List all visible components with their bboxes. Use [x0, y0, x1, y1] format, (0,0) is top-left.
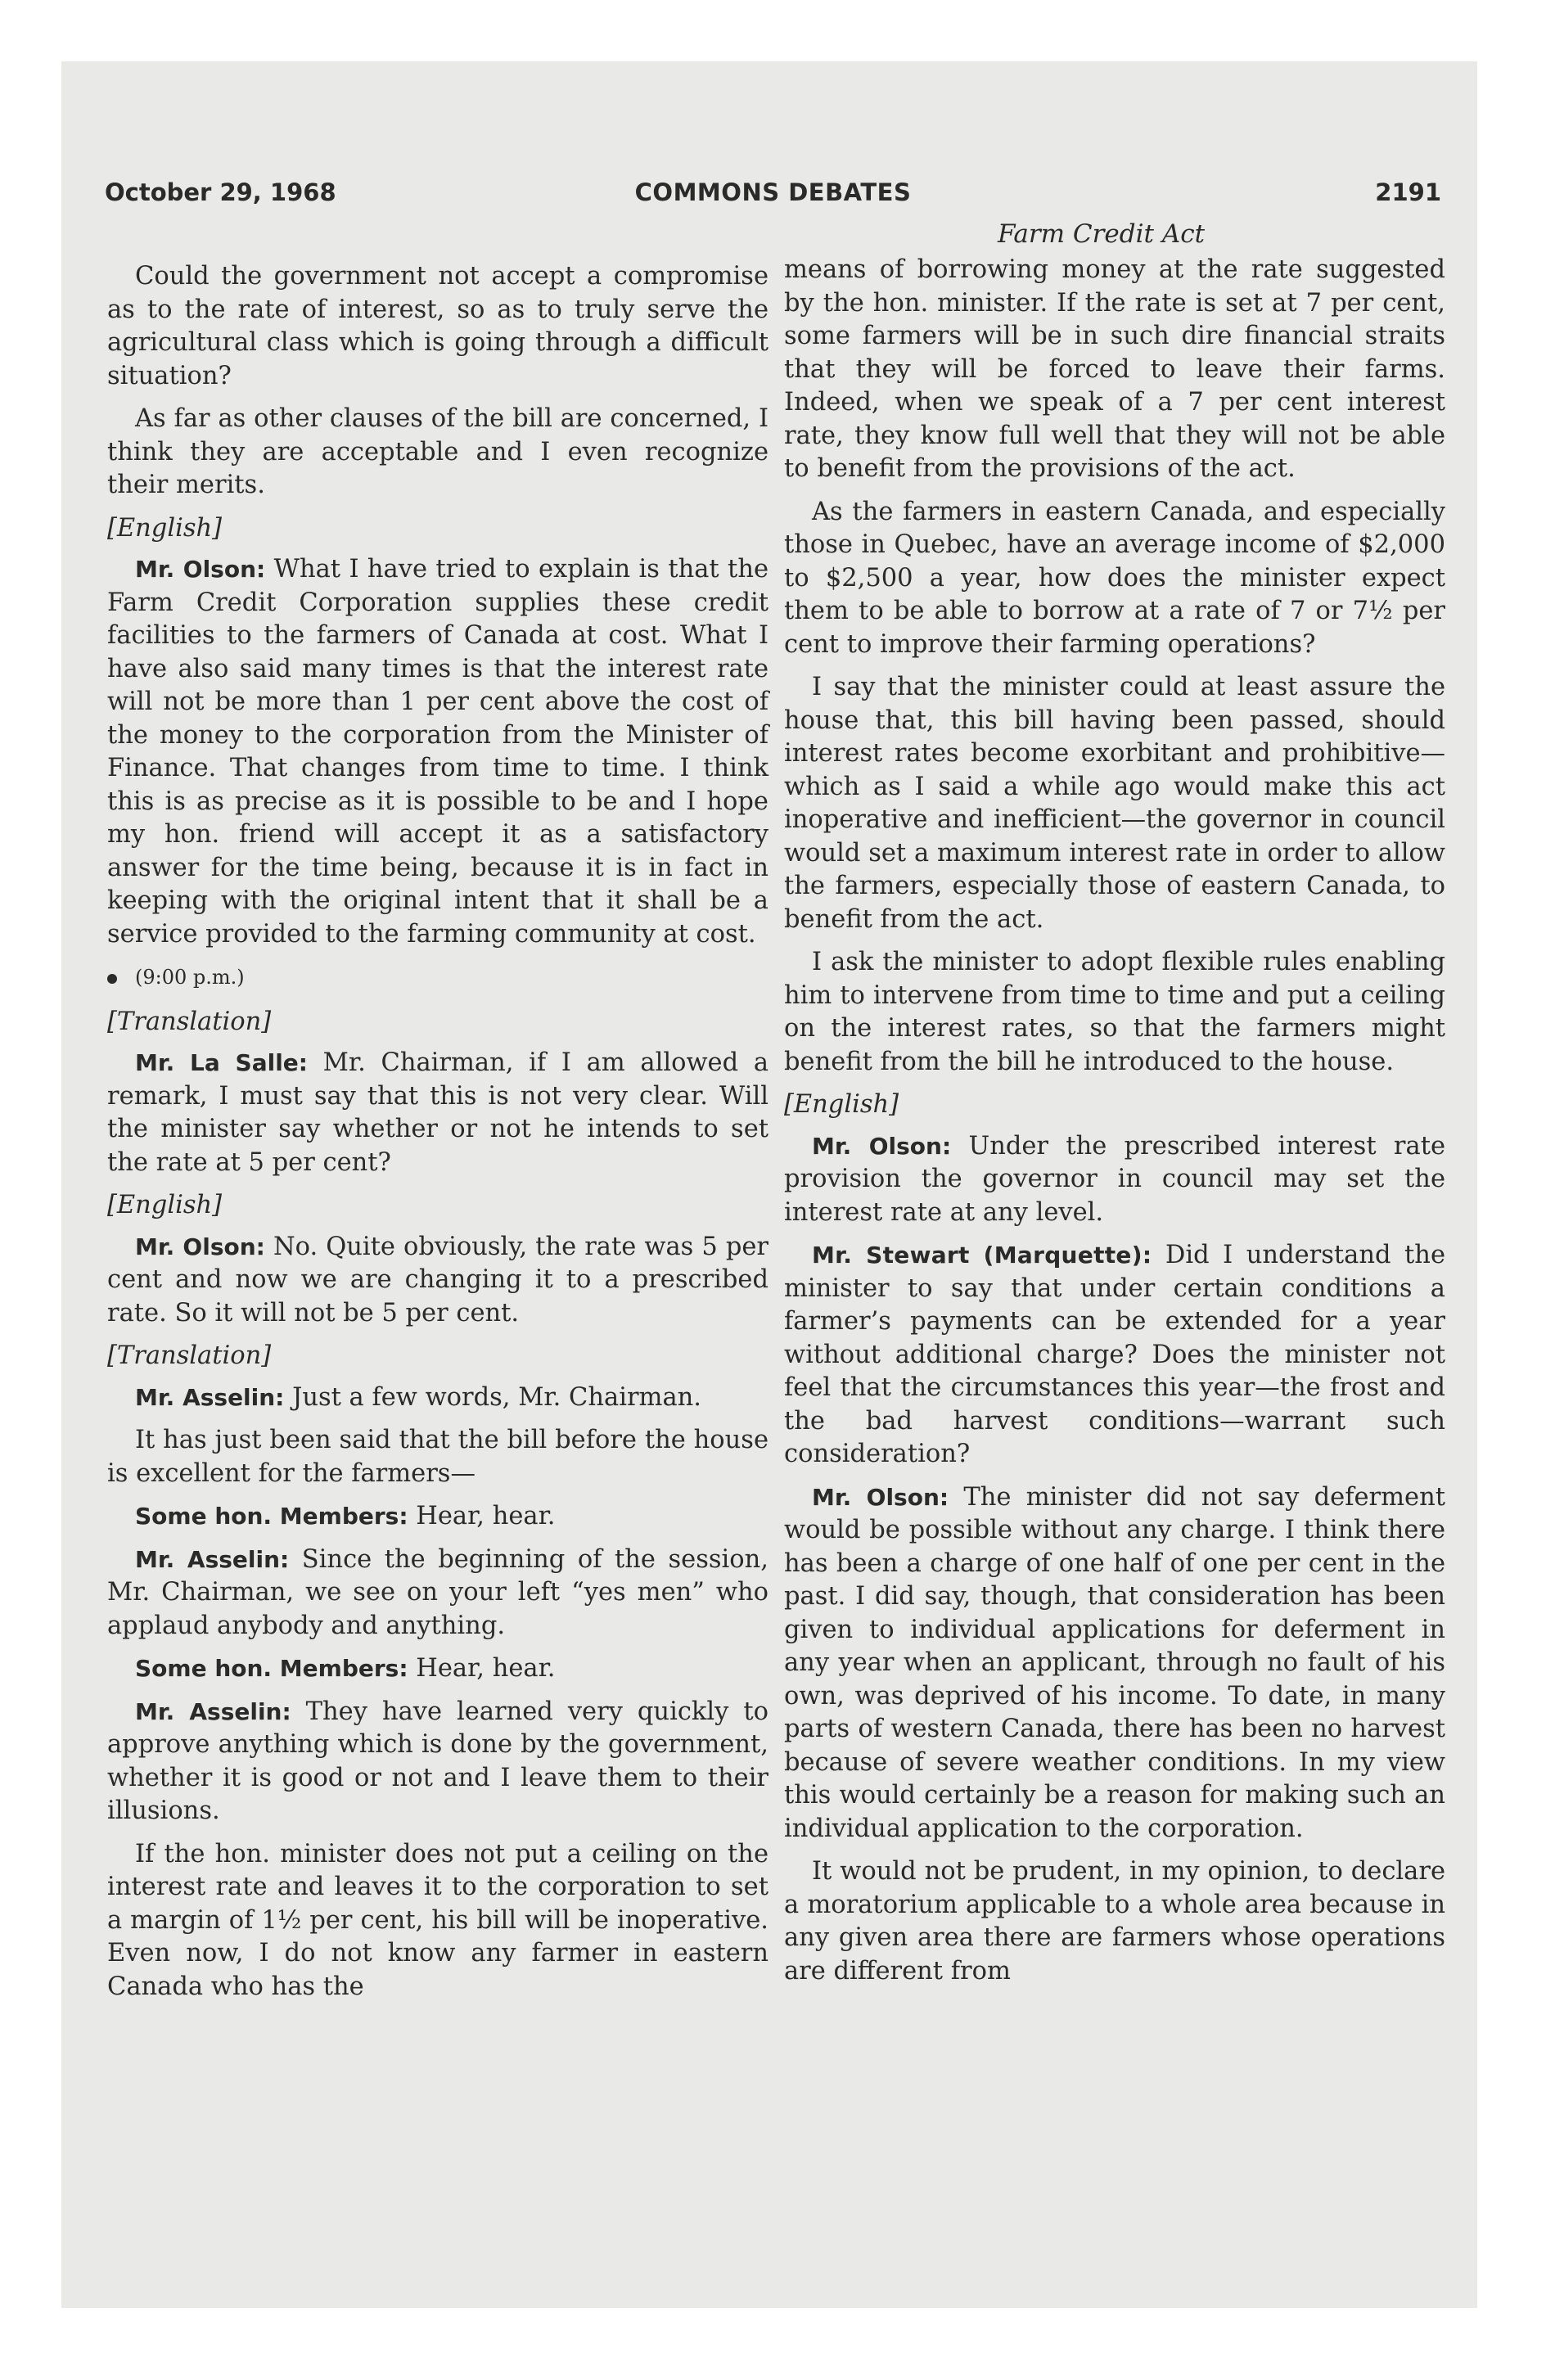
page-header — [105, 178, 1441, 211]
speech-text: Just a few words, Mr. Chairman. — [284, 1382, 701, 1412]
paragraph: It would not be prudent, in my opinion, to declare a moratorium applicable to a whole area because in any given area there are farmers whose operations are different from — [784, 1857, 1445, 1986]
speech-text: Under the prescribed interest rate provision the governor in council may set the interest rate at any level. — [784, 1131, 1445, 1227]
speaker-name: Mr. Olson: — [812, 1483, 949, 1511]
speech-paragraph — [107, 1382, 768, 1415]
speech-paragraph — [107, 1047, 768, 1179]
speech-text: Did I understand the minister to say that under certain conditions a farmer’s payments can be extended for a year without additional charge? Does the minister not feel that the circumstances this year—the frost and the bad harvest conditions—warrant such consideration? — [784, 1241, 1445, 1468]
speech-paragraph — [784, 1239, 1445, 1472]
speaker-name: Mr. Stewart (Marquette): — [812, 1242, 1152, 1269]
speech-text: They have learned very quickly to approve anything which is done by the government, whether it is good or not and I leave them to their illusions. — [107, 1697, 768, 1825]
speaker-name: Mr. Asselin: — [135, 1545, 290, 1573]
paragraph: If the hon. minister does not put a ceiling on the interest rate and leaves it to the corporation to set a margin of 1½ per cent, his bill will be inoperative. Even now, I do not know any farmer in eastern Canada who has the — [107, 1839, 768, 2001]
speaker-name: Some hon. Members: — [135, 1655, 408, 1682]
speaker-name: Mr. Olson: — [135, 1233, 265, 1260]
language-tag: [English] — [107, 1191, 223, 1219]
paragraph: It has just been said that the bill before the house is excellent for the farmers— — [107, 1426, 768, 1488]
speaker-name: Mr. Asselin: — [135, 1697, 291, 1725]
paragraph: Could the government not accept a compromise as to the rate of interest, so as to truly serve the agricultural class which is going through a difficult situation? — [107, 262, 768, 390]
speech-paragraph — [107, 1231, 768, 1331]
speech-paragraph — [107, 553, 768, 951]
language-tag: [English] — [784, 1090, 899, 1119]
paragraph: means of borrowing money at the rate suggested by the hon. minister. If the rate is set at 7 per cent, some farmers will be in such dire financial straits that they will be forced to leave their farms. Indeed, when we speak of a 7 per cent interest rate, they know full well that they will not be able to benefit from the provisions of the act. — [784, 255, 1445, 483]
page-number: 2191 — [1375, 178, 1441, 206]
speech-text: What I have tried to explain is that the Farm Credit Corporation supplies these credit facilities to the farmers of Canada at cost. What I have also said many times is that the interest rate will not be more than 1 per cent above the cost of the money to the corporation from the Minister of Finance. That changes from time to time. I think this is as precise as it is possible to be and I hope my hon. friend will accept it as a satisfactory answer for the time being, because it is in fact in keeping with the original intent that it shall be a service provided to the farming community at cost. — [107, 555, 769, 949]
left-column — [107, 260, 768, 2013]
header-date: October 29, 1968 — [105, 178, 336, 206]
speech-paragraph — [107, 1544, 768, 1643]
language-tag: [Translation] — [107, 1341, 272, 1370]
speech-text: No. Quite obviously, the rate was 5 per cent and now we are changing it to a prescribed rate. So it will not be 5 per cent. — [107, 1232, 768, 1327]
bullet-icon — [107, 974, 117, 984]
paragraph: I ask the minister to adopt flexible rules enabling him to intervene from time to time and put a ceiling on the interest rates, so that the farmers might benefit from the bill he introduced to the house. — [784, 948, 1445, 1076]
speech-paragraph — [107, 1696, 768, 1828]
speaker-name: Mr. Asselin: — [135, 1383, 285, 1411]
time-marker — [107, 961, 768, 994]
language-tag: [English] — [107, 513, 223, 543]
speech-paragraph — [784, 1130, 1445, 1230]
header-title: COMMONS DEBATES — [634, 178, 912, 206]
speaker-name: Mr. La Salle: — [135, 1049, 308, 1076]
language-tag: [Translation] — [107, 1007, 272, 1036]
speech-text: The minister did not say deferment would be possible without any charge. I think there has been a charge of one half of one per cent in the past. I did say, though, that consideration has been given to individual applications for deferment in any year when an applicant, through no fault of his own, was deprived of his income. To date, in many parts of western Canada, there has been no harvest because of severe weather conditions. In my view this would certainly be a reason for making such an individual application to the corporation. — [784, 1482, 1445, 1843]
speech-paragraph — [784, 1481, 1445, 1846]
speech-paragraph — [107, 1500, 768, 1534]
speech-paragraph — [107, 1652, 768, 1686]
section-heading: Farm Credit Act — [997, 219, 1206, 249]
right-column — [784, 254, 1445, 1998]
speaker-name: Mr. Olson: — [812, 1132, 952, 1160]
time-text: (9:00 p.m.) — [135, 966, 245, 989]
speech-text: Hear, hear. — [408, 1654, 556, 1683]
paragraph: As the farmers in eastern Canada, and especially those in Quebec, have an average income of $2,000 to $2,500 a year, how does the minister expect them to be able to borrow at a rate of 7 or 7½ per cent to improve their farming operations? — [784, 497, 1445, 659]
speech-text: Mr. Chairman, if I am allowed a remark, I must say that this is not very clear. Will the minister say whether or not he intends to set the rate at 5 per cent? — [107, 1048, 769, 1177]
speaker-name: Mr. Olson: — [135, 556, 266, 583]
speech-text: Since the beginning of the session, Mr. Chairman, we see on your left “yes men” who applaud anybody and anything. — [107, 1544, 768, 1640]
speech-text: Hear, hear. — [408, 1502, 556, 1530]
paragraph: I say that the minister could at least assure the house that, this bill having been passed, should interest rates become exorbitant and prohibitive—which as I said a while ago would make this act inoperative and inefficient—the governor in council would set a maximum interest rate in order to allow the farmers, especially those of eastern Canada, to benefit from the act. — [784, 673, 1445, 934]
paragraph: As far as other clauses of the bill are concerned, I think they are acceptable and I even recognize their merits. — [107, 404, 768, 499]
speaker-name: Some hon. Members: — [135, 1503, 408, 1530]
